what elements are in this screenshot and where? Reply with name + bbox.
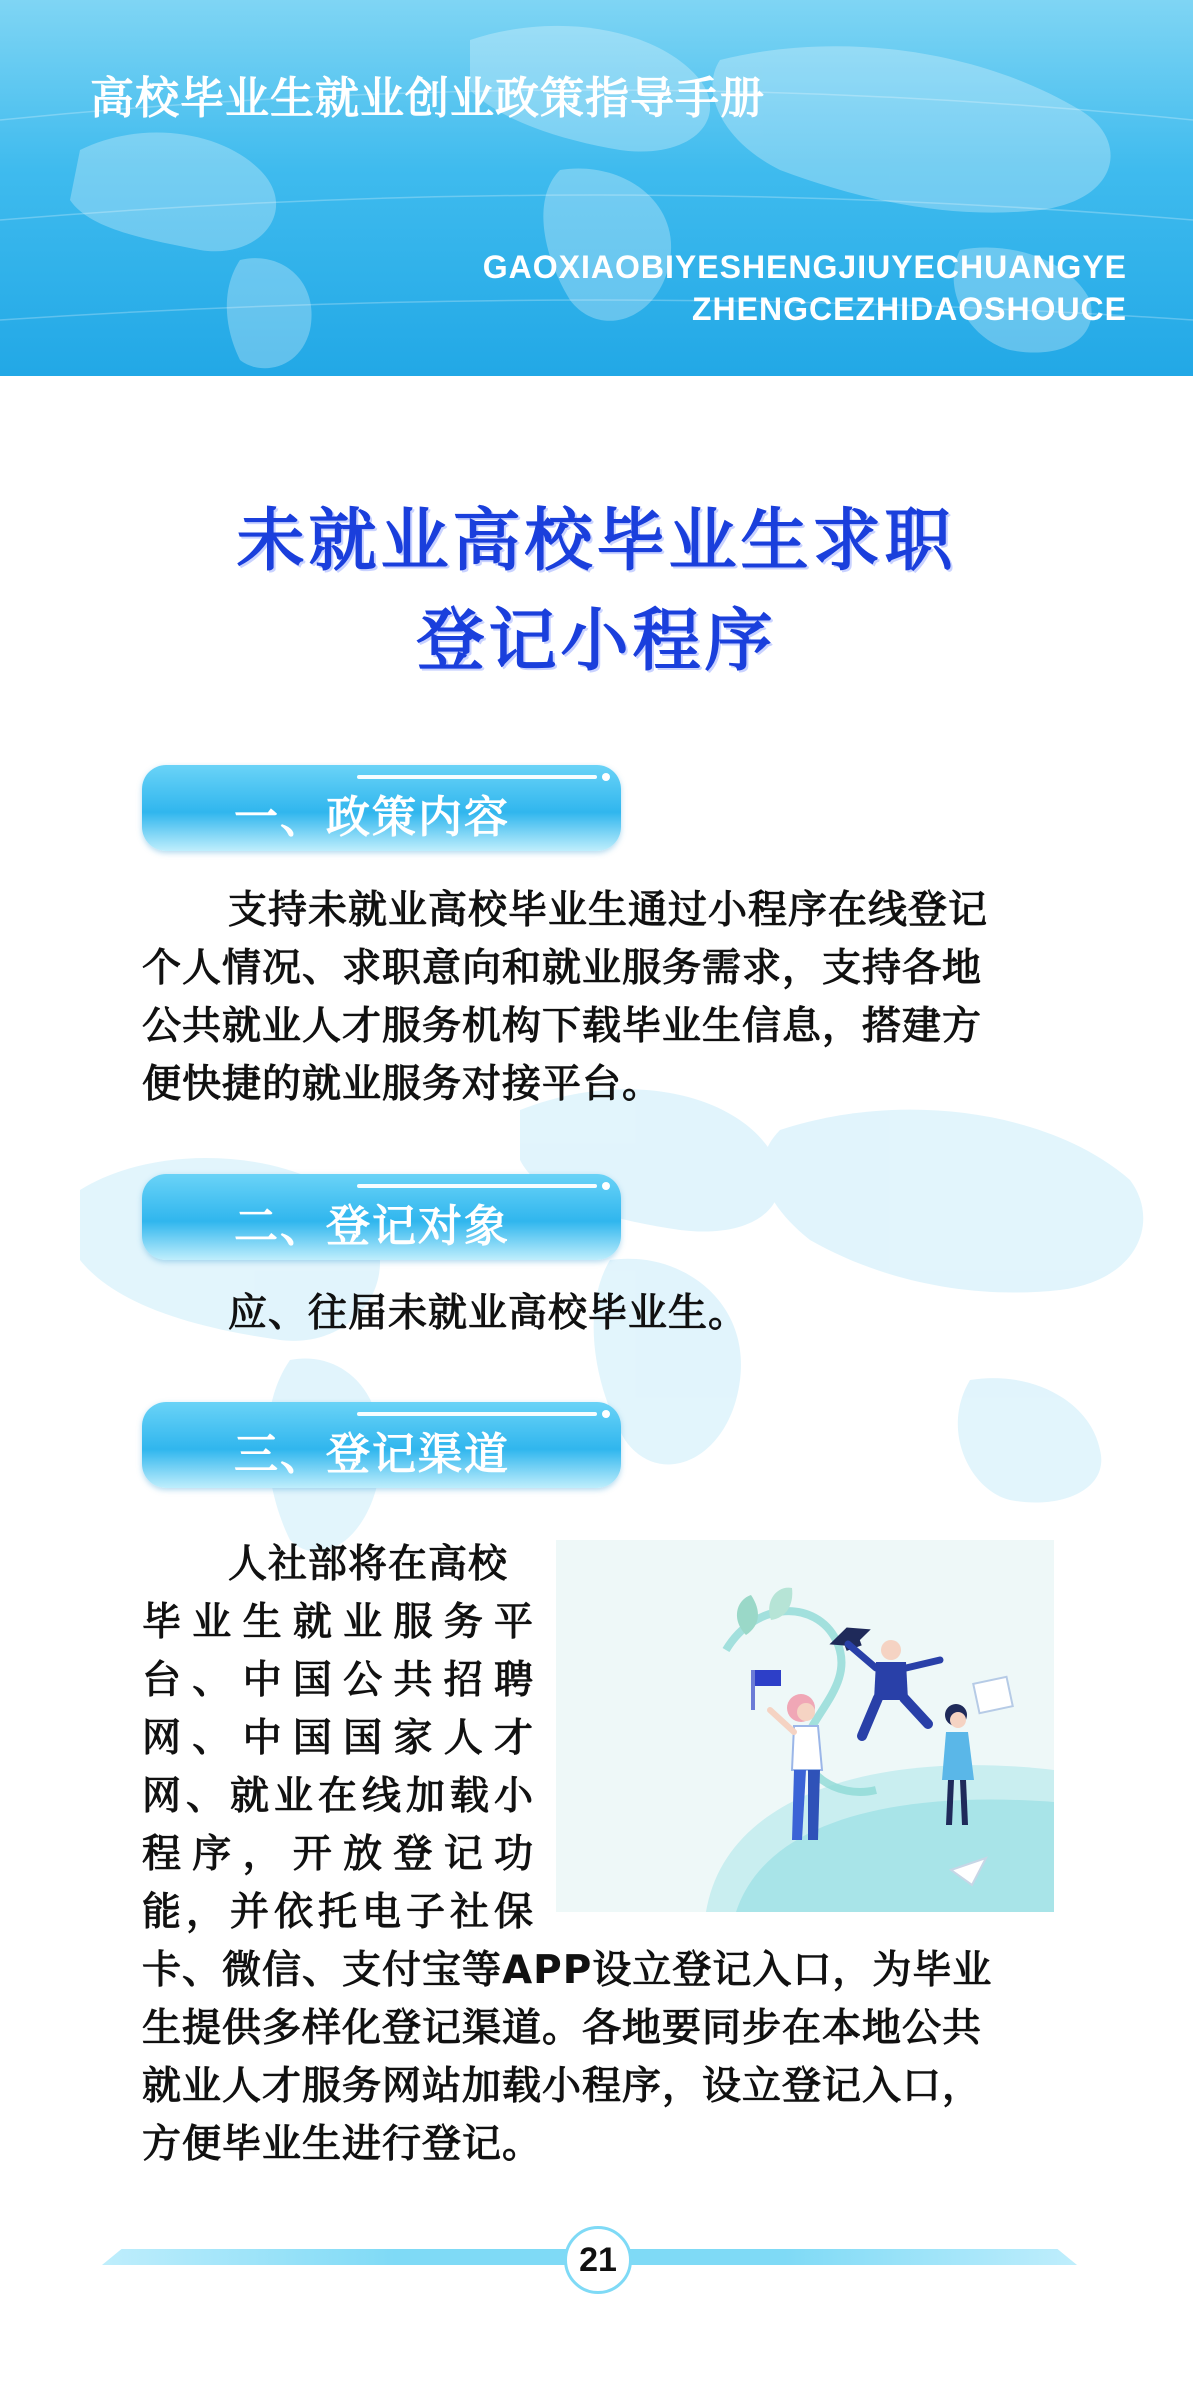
- text-line: 人社部将在高校: [228, 1542, 509, 1587]
- heading-decoration: [357, 1412, 597, 1416]
- section-heading-label: 一、政策内容: [234, 792, 510, 843]
- text-line: 方便毕业生进行登记。: [142, 2122, 543, 2167]
- text-line: 生提供多样化登记渠道。各地要同步在本地公共: [142, 2006, 983, 2051]
- text-line: 便快捷的就业服务对接平台。: [142, 1062, 663, 1107]
- section-heading-label: 三、登记渠道: [234, 1429, 510, 1480]
- heading-decoration: [357, 1184, 597, 1188]
- handbook-title-pinyin: [483, 246, 1127, 330]
- handbook-title: 高校毕业生就业创业政策指导手册: [90, 73, 765, 124]
- page-title-line-1: 未就业高校毕业生求职: [236, 502, 957, 581]
- heading-decoration-dot: [602, 1410, 610, 1418]
- pinyin-line-2: ZHENGCEZHIDAOSHOUCE: [691, 291, 1127, 327]
- heading-decoration-dot: [602, 773, 610, 781]
- pinyin-line-1: GAOXIAOBIYESHENGJIUYECHUANGYE: [482, 249, 1127, 285]
- channel-paragraph-bottom: [142, 1942, 1052, 2174]
- text-line: 卡、微信、支付宝等APP设立登记入口，为毕业: [142, 1948, 993, 1993]
- heading-decoration: [357, 775, 597, 779]
- policy-content-paragraph: [142, 882, 1052, 1114]
- graduates-celebration-illustration: [556, 1540, 1054, 1912]
- section-heading-label: 二、登记对象: [234, 1201, 510, 1252]
- section-heading-channel: [142, 1402, 621, 1488]
- text-line: 公共就业人才服务机构下载毕业生信息，搭建方: [142, 1004, 983, 1049]
- page-number: 21: [564, 2226, 632, 2294]
- channel-paragraph-left: [142, 1536, 534, 1942]
- text-line: 应、往届未就业高校毕业生。: [228, 1291, 749, 1336]
- heading-decoration-dot: [602, 1182, 610, 1190]
- header-banner: [0, 0, 1193, 376]
- page-title: [0, 492, 1193, 692]
- text-line: 毕业生就业服务平: [142, 1600, 534, 1645]
- page-title-line-2: 登记小程序: [416, 602, 777, 681]
- text-line: 就业人才服务网站加载小程序，设立登记入口，: [142, 2064, 983, 2109]
- section-heading-policy: [142, 765, 621, 851]
- text-line: 支持未就业高校毕业生通过小程序在线登记: [228, 888, 989, 933]
- text-line: 个人情况、求职意向和就业服务需求，支持各地: [142, 946, 983, 991]
- text-line: 网、中国国家人才: [142, 1716, 534, 1761]
- text-line: 能，并依托电子社保: [142, 1890, 534, 1935]
- target-paragraph: [142, 1285, 1052, 1343]
- text-line: 程序，开放登记功: [142, 1832, 534, 1877]
- section-heading-target: [142, 1174, 621, 1260]
- text-line: 台、中国公共招聘: [142, 1658, 534, 1703]
- text-line: 网、就业在线加载小: [142, 1774, 534, 1819]
